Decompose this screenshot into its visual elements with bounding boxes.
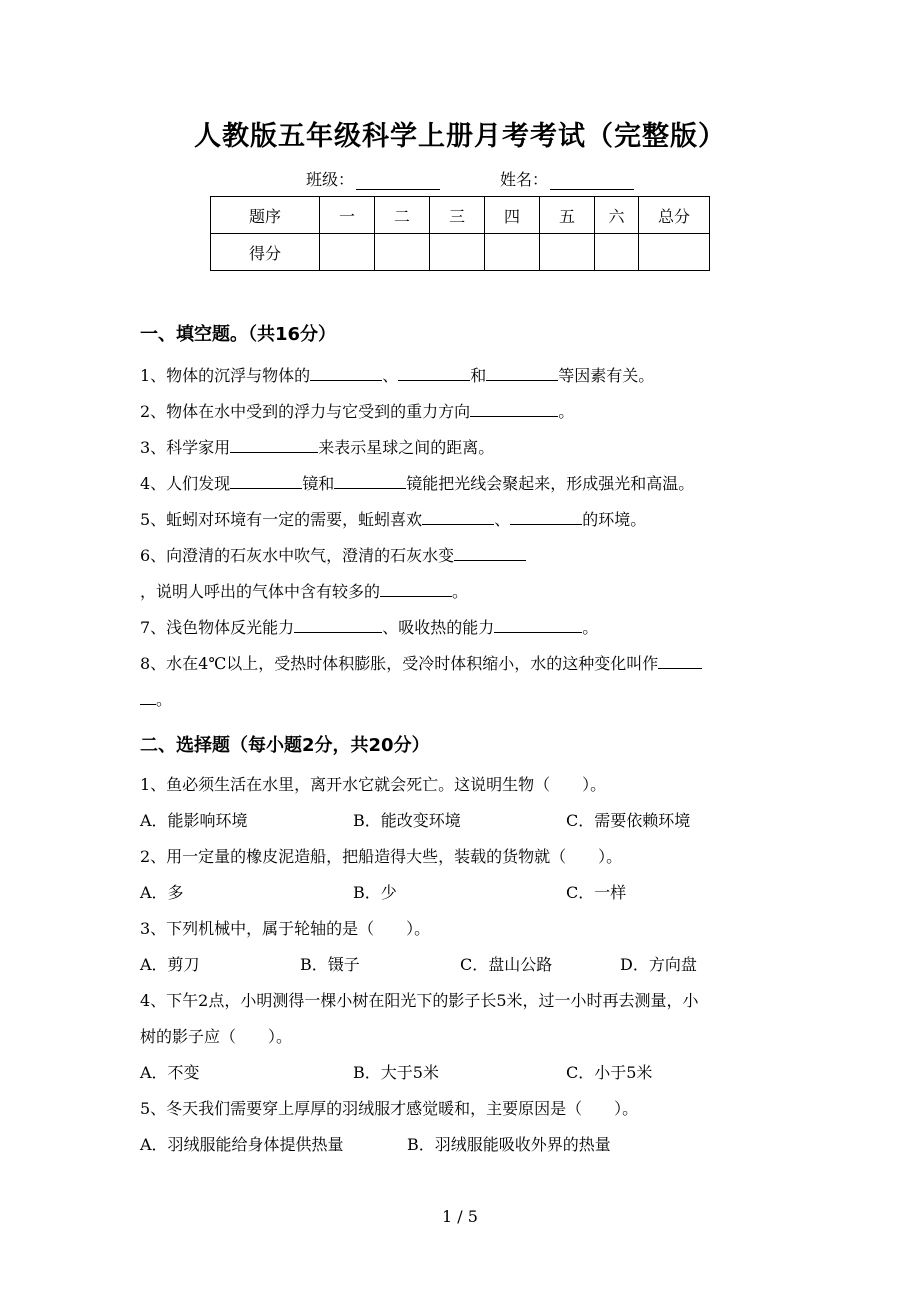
answer-blank[interactable] (454, 544, 526, 561)
fill-question-1 (140, 364, 654, 386)
header-cell: 五 (540, 197, 595, 234)
choice-question-3: 3、下列机械中，属于轮轴的是（ ）。 (140, 919, 431, 938)
section1-heading: 一、填空题。（共16分） (140, 324, 337, 345)
choice-option-b[interactable]: B．能改变环境 (353, 811, 461, 830)
fill-question-6-cont (140, 580, 468, 602)
q2-text-a: 2、物体在水中受到的浮力与它受到的重力方向 (140, 402, 471, 421)
choice-option-a[interactable]: A．羽绒服能给身体提供热量 (140, 1135, 344, 1154)
q6-text-a: 6、向澄清的石灰水中吹气，澄清的石灰水变 (140, 546, 455, 565)
choice-option-c[interactable]: C．盘山公路 (460, 955, 553, 974)
q2-text-b: 。 (558, 402, 575, 421)
score-cell[interactable] (540, 234, 595, 271)
score-cell[interactable] (430, 234, 485, 271)
choice-question-4-cont: 树的影子应（ ）。 (140, 1027, 293, 1046)
choice-question-5: 5、冬天我们需要穿上厚厚的羽绒服才感觉暖和，主要原因是（ ）。 (140, 1099, 639, 1118)
fill-question-4 (140, 472, 694, 494)
q3-text-a: 3、科学家用 (140, 438, 231, 457)
header-cell: 题序 (211, 197, 320, 234)
answer-blank[interactable] (470, 400, 558, 417)
fill-question-2 (140, 400, 574, 422)
choice-option-c[interactable]: C．需要依赖环境 (566, 811, 691, 830)
choice-option-a[interactable]: A．剪刀 (140, 955, 200, 974)
choice-option-b[interactable]: B．羽绒服能吸收外界的热量 (407, 1135, 611, 1154)
q8-text-a: 8、水在4℃以上，受热时体积膨胀，受冷时体积缩小，水的这种变化叫作 (140, 654, 659, 673)
fill-question-5 (140, 508, 646, 530)
q7-text-a: 7、浅色物体反光能力 (140, 618, 295, 637)
header-cell: 四 (485, 197, 540, 234)
q1-text-a: 1、物体的沉浮与物体的 (140, 366, 311, 385)
answer-blank[interactable] (294, 616, 382, 633)
q5-text-c: 的环境。 (582, 510, 647, 529)
class-blank[interactable] (356, 173, 440, 190)
row-label-cell: 得分 (211, 234, 320, 271)
answer-blank[interactable] (510, 508, 582, 525)
name-blank[interactable] (550, 173, 634, 190)
fill-question-3 (140, 436, 494, 458)
choice-option-b[interactable]: B．少 (353, 883, 397, 902)
page-title: 人教版五年级科学上册月考考试（完整版） (194, 121, 726, 152)
section2-heading: 二、选择题（每小题2分，共20分） (140, 735, 430, 756)
q7-text-c: 。 (582, 618, 599, 637)
q4-text-b: 镜和 (302, 474, 335, 493)
q1-text-c: 和 (470, 366, 487, 385)
choice-option-a[interactable]: A．能影响环境 (140, 811, 248, 830)
answer-blank[interactable] (398, 364, 470, 381)
answer-blank[interactable] (494, 616, 582, 633)
score-cell[interactable] (595, 234, 639, 271)
q5-text-b: 、 (494, 510, 511, 529)
score-cell[interactable] (375, 234, 430, 271)
choice-option-c[interactable]: C．一样 (566, 883, 627, 902)
header-cell: 总分 (639, 197, 710, 234)
q6-text-b: ，说明人呼出的气体中含有较多的 (140, 582, 381, 601)
q5-text-a: 5、蚯蚓对环境有一定的需要，蚯蚓喜欢 (140, 510, 423, 529)
answer-blank[interactable] (380, 580, 452, 597)
q7-text-b: 、吸收热的能力 (382, 618, 495, 637)
answer-blank[interactable] (658, 652, 702, 669)
choice-question-1: 1、鱼必须生活在水里，离开水它就会死亡。这说明生物（ ）。 (140, 775, 607, 794)
score-cell[interactable] (639, 234, 710, 271)
q1-text-d: 等因素有关。 (558, 366, 655, 385)
score-table-score-row (211, 234, 710, 271)
fill-question-8 (140, 652, 702, 674)
answer-blank[interactable] (334, 472, 406, 489)
header-cell: 一 (320, 197, 375, 234)
answer-blank[interactable] (310, 364, 382, 381)
answer-blank[interactable] (140, 688, 156, 705)
answer-blank[interactable] (422, 508, 494, 525)
score-cell[interactable] (320, 234, 375, 271)
q4-text-a: 4、人们发现 (140, 474, 231, 493)
q8-text-b: 。 (156, 690, 173, 709)
choice-option-b[interactable]: B．大于5米 (353, 1063, 439, 1082)
choice-option-c[interactable]: C．小于5米 (566, 1063, 653, 1082)
score-table (210, 196, 710, 271)
q3-text-b: 来表示星球之间的距离。 (318, 438, 495, 457)
header-cell: 二 (375, 197, 430, 234)
score-table-header-row (211, 197, 710, 234)
name-label: 姓名： (500, 170, 549, 189)
fill-question-6 (140, 544, 526, 566)
choice-option-b[interactable]: B．镊子 (300, 955, 360, 974)
fill-question-8-cont (140, 688, 172, 710)
choice-option-d[interactable]: D．方向盘 (620, 955, 697, 974)
q4-text-c: 镜能把光线会聚起来，形成强光和高温。 (406, 474, 695, 493)
fill-question-7 (140, 616, 598, 638)
q6-text-c: 。 (452, 582, 469, 601)
class-field (306, 167, 440, 190)
header-cell: 六 (595, 197, 639, 234)
answer-blank[interactable] (230, 436, 318, 453)
choice-question-2: 2、用一定量的橡皮泥造船，把船造得大些，装载的货物就（ ）。 (140, 847, 623, 866)
choice-question-4: 4、下午2点，小明测得一棵小树在阳光下的影子长5米，过一小时再去测量，小 (140, 991, 699, 1010)
choice-option-a[interactable]: A．多 (140, 883, 184, 902)
q1-text-b: 、 (382, 366, 399, 385)
answer-blank[interactable] (486, 364, 558, 381)
page-number: 1 / 5 (442, 1207, 478, 1226)
choice-option-a[interactable]: A．不变 (140, 1063, 200, 1082)
class-label: 班级： (306, 170, 355, 189)
score-cell[interactable] (485, 234, 540, 271)
answer-blank[interactable] (230, 472, 302, 489)
name-field (500, 167, 634, 190)
header-cell: 三 (430, 197, 485, 234)
